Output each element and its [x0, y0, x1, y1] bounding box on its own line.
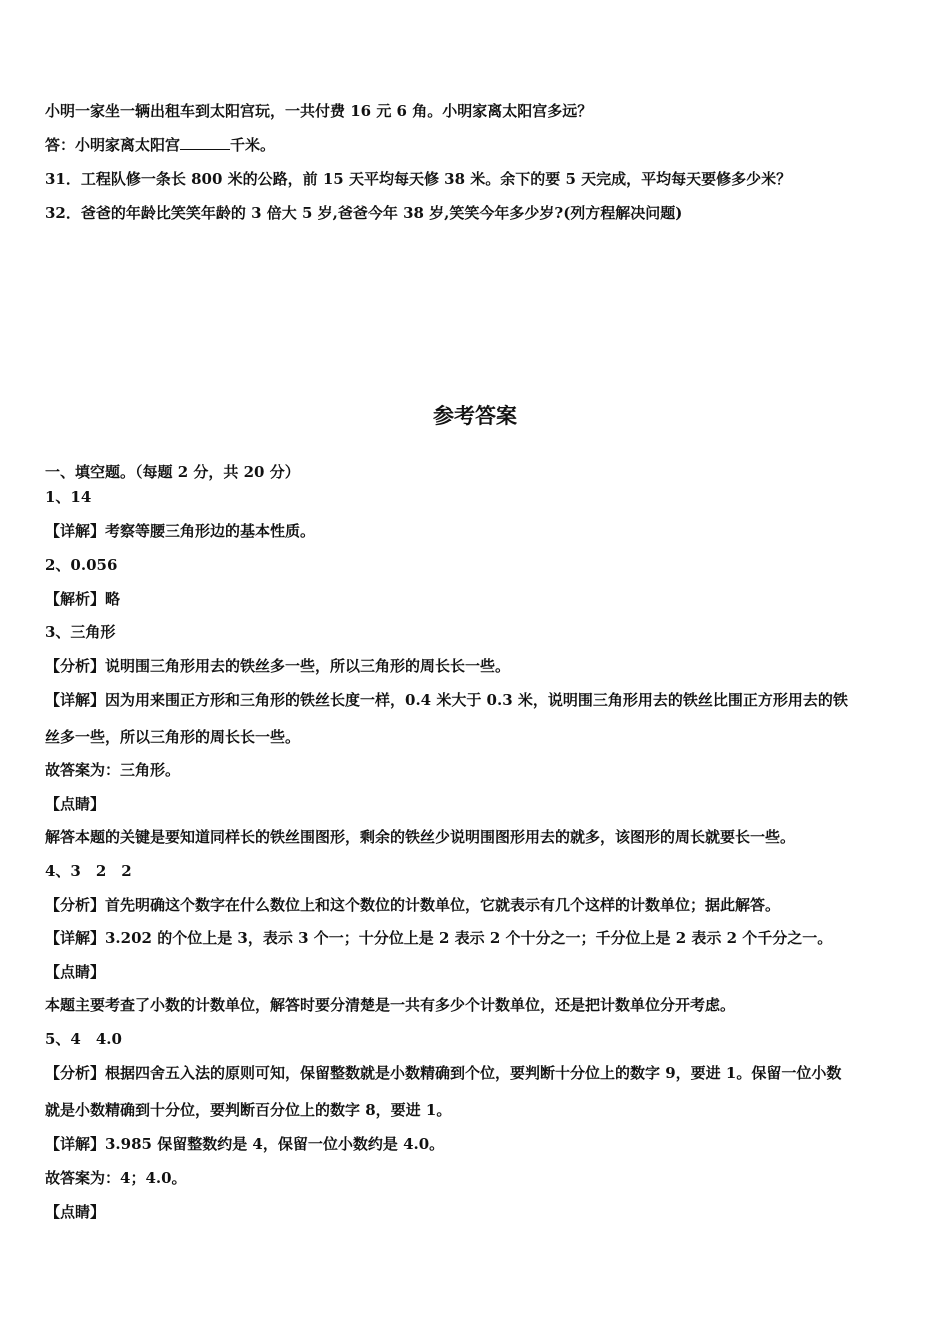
answer-3-detail-line2: 丝多一些，所以三角形的周长长一些。: [45, 728, 301, 746]
answer-3: 3、三角形: [45, 623, 116, 641]
answer-3-tip: 解答本题的关键是要知道同样长的铁丝围图形，剩余的铁丝少说明围图形用去的就多，该图形的周长就要长一些。: [45, 828, 796, 846]
answer-5-analysis-line2: 就是小数精确到十分位，要判断百分位上的数字 8，要进 1。: [45, 1101, 452, 1119]
answer-2-analysis: 【解析】略: [45, 590, 121, 608]
answer-4-detail: 【详解】3.202 的个位上是 3，表示 3 个一；十分位上是 2 表示 2 个十分之一；千分位上是 2 表示 2 个千分之一。: [45, 929, 833, 947]
answer-suffix: 千米。: [230, 136, 276, 154]
answer-2: 2、0.056: [45, 556, 118, 574]
question-31: 31．工程队修一条长 800 米的公路，前 15 天平均每天修 38 米。余下的要 5 天完成，平均每天要修多少米？: [45, 170, 792, 188]
answer-4-tip-label: 【点睛】: [45, 963, 106, 981]
answer-prefix: 答：小明家离太阳宫: [45, 136, 181, 154]
question-32: 32．爸爸的年龄比笑笑年龄的 3 倍大 5 岁,爸爸今年 38 岁,笑笑今年多少岁?(列方程解决问题): [45, 204, 683, 222]
answer-4-tip: 本题主要考查了小数的计数单位，解答时要分清楚是一共有多少个计数单位，还是把计数单位分开考虑。: [45, 996, 736, 1014]
answer-5-analysis-line1: 【分析】根据四舍五入法的原则可知，保留整数就是小数精确到个位，要判断十分位上的数字 9，要进 1。保留一位小数: [45, 1064, 842, 1082]
answer-3-tip-label: 【点睛】: [45, 795, 106, 813]
answer-4: 4、3 2 2: [45, 862, 132, 880]
answers-title: 参考答案: [433, 404, 517, 428]
answer-3-analysis: 【分析】说明围三角形用去的铁丝多一些，所以三角形的周长长一些。: [45, 657, 511, 675]
answer-1-detail: 【详解】考察等腰三角形边的基本性质。: [45, 522, 316, 540]
answer-3-conclusion: 故答案为：三角形。: [45, 761, 181, 779]
answer-1: 1、14: [45, 488, 92, 506]
question-30-text: 小明一家坐一辆出租车到太阳宫玩，一共付费 16 元 6 角。小明家离太阳宫多远？: [45, 102, 593, 120]
section-heading: 一、填空题。（每题 2 分，共 20 分）: [45, 463, 300, 481]
answer-blank: [180, 135, 230, 150]
question-30-answer: [45, 135, 275, 155]
answer-5: 5、4 4.0: [45, 1030, 122, 1048]
answer-5-detail: 【详解】3.985 保留整数约是 4，保留一位小数约是 4.0。: [45, 1135, 445, 1153]
answer-5-conclusion: 故答案为：4；4.0。: [45, 1169, 187, 1187]
answer-4-analysis: 【分析】首先明确这个数字在什么数位上和这个数位的计数单位，它就表示有几个这样的计数单位；据此解答。: [45, 896, 781, 914]
answer-5-tip-label: 【点睛】: [45, 1203, 106, 1221]
answer-3-detail-line1: 【详解】因为用来围正方形和三角形的铁丝长度一样，0.4 米大于 0.3 米，说明围三角形用去的铁丝比围正方形用去的铁: [45, 691, 848, 709]
